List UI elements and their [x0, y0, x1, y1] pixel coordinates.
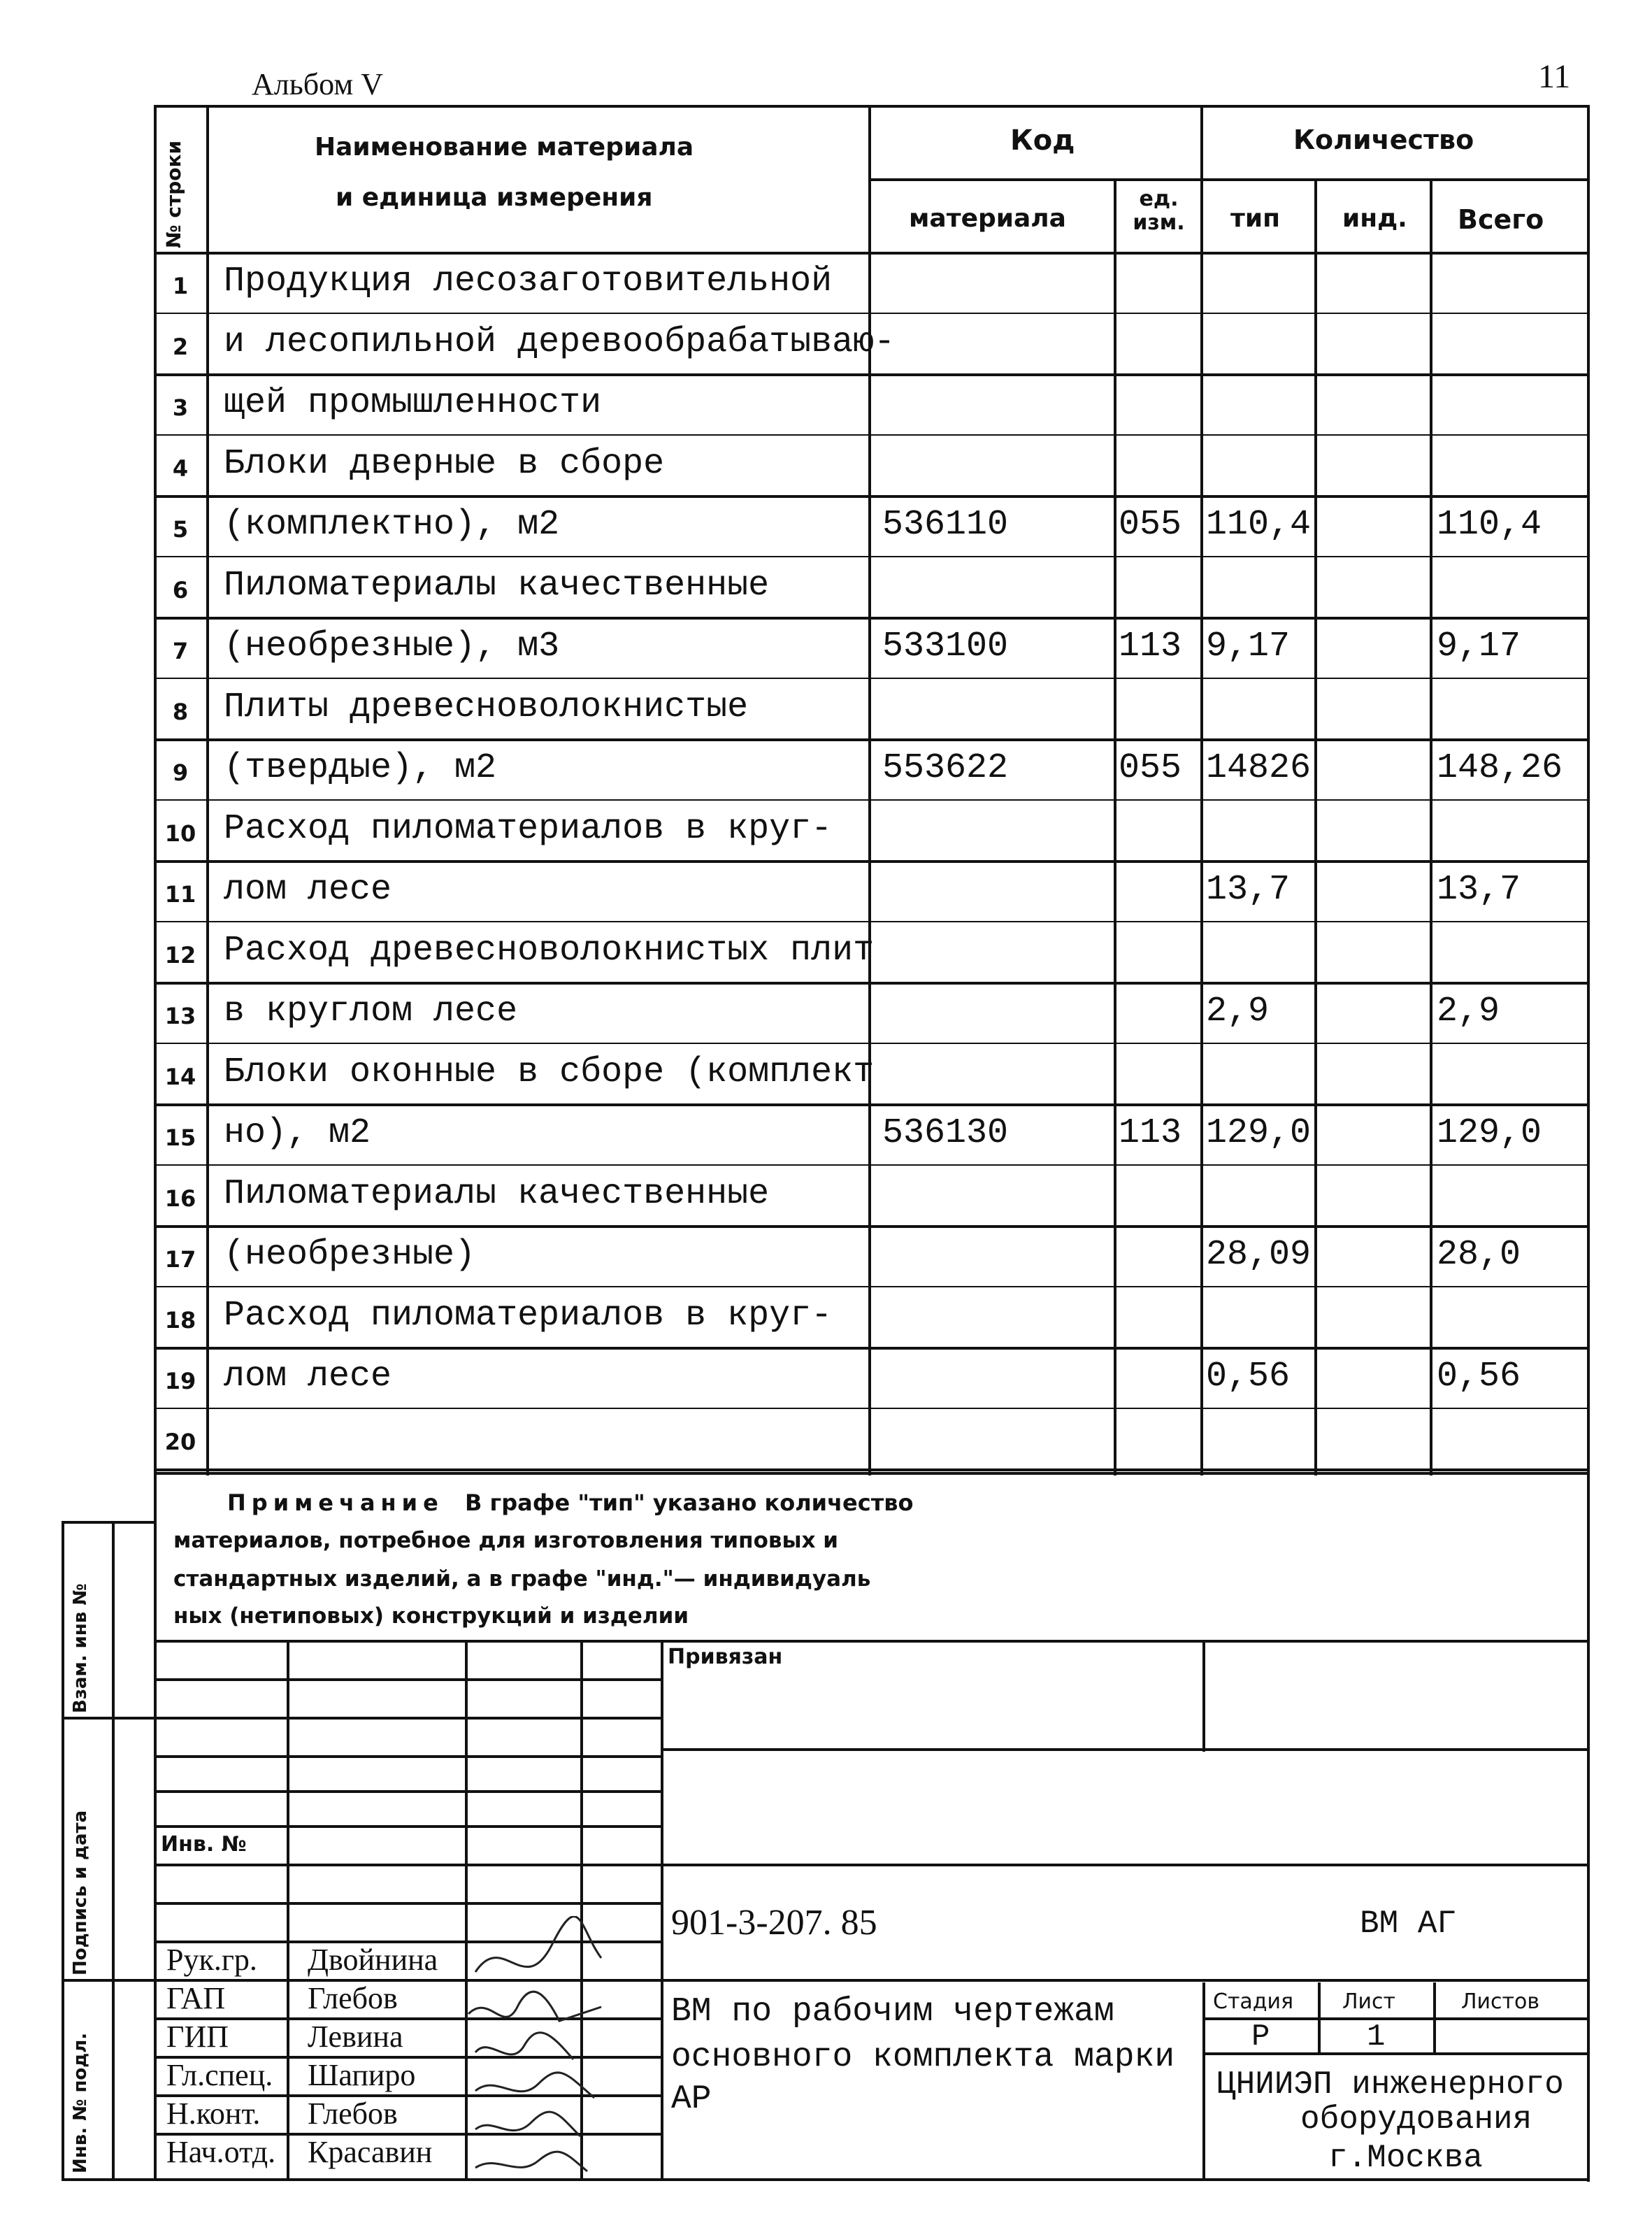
note-title: Примечание [227, 1489, 444, 1516]
row-number: 3 [172, 394, 189, 421]
code-material-header: материала [909, 204, 1066, 233]
staff-name: Красавин [308, 2135, 433, 2169]
row-divider [154, 313, 1590, 314]
header-bottom [154, 252, 1590, 255]
album-label: Альбом V [252, 67, 383, 101]
cell-name: и лесопильной деревообрабатываю- [224, 322, 896, 362]
row-number: 19 [164, 1368, 196, 1394]
row-divider [154, 1408, 1590, 1409]
row-number: 5 [172, 516, 189, 543]
cell-total: 129,0 [1437, 1113, 1542, 1153]
staff-name: Глебов [308, 2096, 398, 2131]
row-divider [154, 495, 1590, 498]
tb-h-privyazan [661, 1748, 1590, 1751]
ind-header: инд. [1342, 204, 1407, 233]
name-header-line2: и единица измерения [336, 183, 653, 212]
doc-title-line3: АР [671, 2080, 712, 2118]
cell-name: Продукция лесозаготовительной [224, 262, 833, 301]
row-divider [154, 738, 1590, 741]
staff-name: Шапиро [308, 2058, 416, 2092]
table-border-right [1587, 105, 1590, 2182]
cell-name: (твердые), м2 [224, 748, 497, 788]
document-mark: ВМ АГ [1360, 1906, 1457, 1942]
row-divider [154, 1286, 1590, 1287]
sheet-label: Лист [1342, 1989, 1396, 2014]
row-divider [154, 860, 1590, 863]
signature-6 [475, 2152, 587, 2171]
row-divider [154, 1043, 1590, 1044]
org-line2: оборудования [1300, 2101, 1532, 2138]
row-number: 2 [172, 334, 189, 360]
cell-total: 0,56 [1437, 1357, 1521, 1396]
cell-name: но), м2 [224, 1113, 371, 1153]
cell-name: (необрезные) [224, 1235, 476, 1275]
cell-unit: 055 [1119, 748, 1182, 788]
document-code: 901-3-207. 85 [671, 1903, 877, 1943]
staff-role: Рук.гр. [166, 1943, 257, 1977]
staff-role: ГАП [166, 1981, 226, 2015]
inv-no-label: Инв. № [161, 1832, 247, 1857]
cell-type: 2,9 [1206, 992, 1270, 1031]
row-number: 15 [164, 1124, 196, 1151]
cell-type: 9,17 [1206, 627, 1291, 666]
staff-role: ГИП [166, 2020, 229, 2054]
row-number: 17 [164, 1246, 196, 1273]
note-line4: ных (нетиповых) конструкций и изделии [173, 1603, 689, 1629]
row-divider [154, 1347, 1590, 1350]
sheet-value: 1 [1367, 2020, 1386, 2054]
cell-name: Плиты древесноволокнистые [224, 687, 749, 727]
staff-name: Двойнина [308, 1943, 438, 1977]
cell-total: 110,4 [1437, 505, 1542, 545]
row-divider [154, 1164, 1590, 1166]
page-number: 11 [1538, 58, 1571, 95]
code-header: Код [1010, 124, 1075, 157]
quantity-header: Количество [1293, 124, 1474, 155]
row-divider [154, 434, 1590, 436]
signatures-drawing [461, 1916, 657, 2182]
cell-name: лом лесе [224, 870, 392, 910]
cell-name: Пиломатериалы качественные [224, 1174, 770, 1214]
doc-title-line2: основного комплекта марки [671, 2038, 1175, 2076]
row-number: 14 [164, 1064, 196, 1090]
cell-code: 553622 [882, 748, 1009, 788]
row-number-header: № строки [162, 140, 185, 248]
table-border-top [154, 105, 1590, 108]
vzam-inv-label: Взам. инв № [70, 1583, 91, 1713]
inv-podl-label: Инв. № подл. [70, 2032, 91, 2173]
sheet-bottom [62, 2178, 1590, 2181]
cell-total: 28,0 [1437, 1235, 1521, 1275]
row-divider [154, 1103, 1590, 1106]
org-line1: ЦНИИЭП инженерного [1216, 2066, 1564, 2103]
row-number: 4 [172, 455, 189, 482]
row-divider [154, 982, 1590, 985]
row-number: 12 [164, 942, 196, 969]
row-number: 6 [172, 577, 189, 603]
type-header: тип [1230, 204, 1280, 233]
row-number: 1 [172, 273, 189, 299]
staff-name: Глебов [308, 1981, 398, 2015]
tb-h5 [154, 1825, 661, 1828]
row-number: 20 [164, 1429, 196, 1455]
tb-h7 [154, 1902, 661, 1905]
row-number: 16 [164, 1185, 196, 1212]
row-divider [154, 678, 1590, 679]
cell-name: Расход древесноволокнистых плит [224, 931, 875, 971]
tb-privyazan-sep [1202, 1640, 1205, 1752]
tb-h2 [154, 1717, 661, 1720]
side-border-left [62, 1521, 64, 2181]
org-line3: г.Москва [1328, 2140, 1483, 2176]
privyazan-label: Привязан [668, 1645, 783, 1669]
tb-col1 [287, 1640, 289, 2178]
col-sep-name [868, 105, 871, 1475]
signature-1 [475, 1917, 601, 1972]
side-border-mid [112, 1521, 115, 2181]
note-line3: стандартных изделий, а в графе "инд."— индивидуаль [173, 1566, 871, 1592]
row-number: 8 [172, 699, 189, 725]
cell-type: 13,7 [1206, 870, 1291, 910]
cell-type: 28,09 [1206, 1235, 1312, 1275]
sheets-label: Листов [1461, 1989, 1540, 2014]
tb-h1 [154, 1678, 661, 1681]
tb-h6 [154, 1864, 1590, 1866]
cell-code: 536130 [882, 1113, 1009, 1153]
total-header: Всего [1458, 204, 1544, 235]
doc-title-line1: ВМ по рабочим чертежам [671, 1993, 1114, 2031]
cell-total: 2,9 [1437, 992, 1500, 1031]
cell-type: 14826 [1206, 748, 1312, 788]
row-number: 13 [164, 1003, 196, 1029]
row-number: 7 [172, 638, 189, 664]
cell-name: в круглом лесе [224, 992, 518, 1031]
header-subline [870, 178, 1590, 181]
cell-total: 13,7 [1437, 870, 1521, 910]
tb-col4 [661, 1640, 663, 2178]
name-header-line1: Наименование материала [315, 133, 694, 162]
code-unit-header: ед. изм. [1133, 187, 1185, 235]
cell-name: щей промышленности [224, 383, 602, 423]
cell-name: лом лесе [224, 1357, 392, 1396]
cell-code: 533100 [882, 627, 1009, 666]
row-number: 11 [164, 881, 196, 908]
row-number: 9 [172, 759, 189, 786]
tb-stage-v1 [1318, 1982, 1321, 2052]
cell-name: (комплектно), м2 [224, 505, 560, 545]
row-divider [154, 617, 1590, 620]
signature-2 [468, 1992, 601, 2021]
row-divider [154, 556, 1590, 557]
row-divider [154, 1468, 1590, 1471]
cell-type: 110,4 [1206, 505, 1312, 545]
note-line1: В графе "тип" указано количество [465, 1489, 914, 1516]
tb-stage-v2 [1433, 1982, 1436, 2052]
note-line2: материалов, потребное для изготовления типовых и [173, 1528, 839, 1553]
cell-total: 148,26 [1437, 748, 1563, 788]
cell-name: Пиломатериалы качественные [224, 566, 770, 606]
tb-h3 [154, 1755, 661, 1758]
cell-code: 536110 [882, 505, 1009, 545]
tb-h4 [154, 1790, 661, 1793]
cell-unit: 113 [1119, 1113, 1182, 1153]
col-sep-unit [1200, 105, 1203, 1475]
row-number: 18 [164, 1307, 196, 1334]
cell-total: 9,17 [1437, 627, 1521, 666]
staff-name: Левина [308, 2020, 403, 2054]
signature-4 [475, 2073, 594, 2098]
staff-role: Нач.отд. [166, 2135, 276, 2169]
side-sep2 [62, 1979, 156, 1982]
signature-date-label: Подпись и дата [70, 1810, 91, 1975]
cell-name: Расход пиломатериалов в круг- [224, 1296, 833, 1336]
col-sep-num [206, 105, 209, 1475]
row-divider [154, 373, 1590, 376]
signature-3 [475, 2033, 573, 2059]
staff-role: Гл.спец. [166, 2058, 273, 2092]
cell-unit: 055 [1119, 505, 1182, 545]
cell-name: (необрезные), м3 [224, 627, 560, 666]
stage-label: Стадия [1213, 1989, 1294, 2014]
cell-unit: 113 [1119, 627, 1182, 666]
cell-type: 129,0 [1206, 1113, 1312, 1153]
signature-5 [475, 2112, 580, 2136]
row-divider [154, 921, 1590, 922]
row-divider [154, 799, 1590, 801]
table-bottom [154, 1472, 1590, 1475]
staff-role: Н.конт. [166, 2096, 261, 2131]
cell-type: 0,56 [1206, 1357, 1291, 1396]
row-number: 10 [164, 820, 196, 847]
tb-stage-sep [1202, 1982, 1205, 2178]
side-top [62, 1521, 156, 1524]
stage-value: Р [1251, 2020, 1270, 2054]
cell-name: Блоки оконные в сборе (комплект [224, 1052, 875, 1092]
side-sep1 [62, 1717, 156, 1720]
row-divider [154, 1225, 1590, 1228]
table-border-left [154, 105, 157, 1482]
cell-name: Блоки дверные в сборе [224, 444, 665, 484]
cell-name: Расход пиломатериалов в круг- [224, 809, 833, 849]
tb-top [154, 1640, 1590, 1643]
